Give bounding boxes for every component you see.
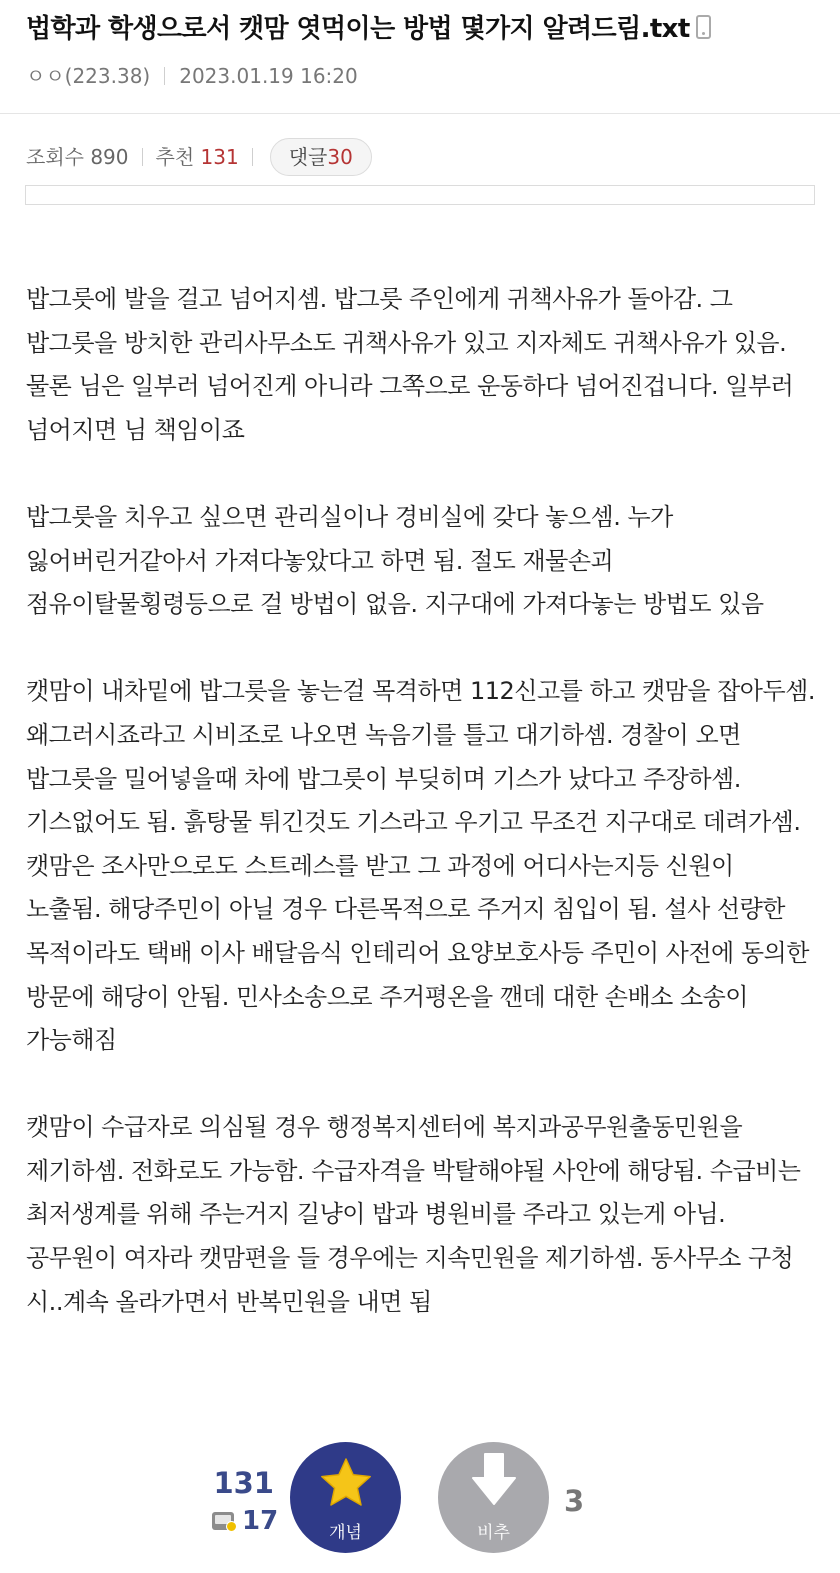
content-divider-box — [25, 185, 815, 205]
views-count: 890 — [90, 145, 129, 169]
post-meta — [26, 60, 358, 92]
upvote-label: 개념 — [329, 1523, 362, 1543]
vote-area — [0, 1440, 840, 1552]
post-stats — [26, 138, 372, 176]
mobile-phone-icon — [696, 15, 711, 39]
post-title-text: 법학과 학생으로서 캣맘 엿먹이는 방법 몇가지 알려드림.txt — [26, 14, 690, 44]
author-name[interactable]: ㅇㅇ(223.38) — [26, 64, 151, 88]
article-paragraph: 캣맘이 내차밑에 밥그릇을 놓는걸 목격하면 112신고를 하고 캣맘을 잡아두셈. 왜그러시죠라고 시비조로 나오면 녹음기를 틀고 대기하셈. 경찰이 오면 밥그릇을 밀어넣을때 차에 밥그릇이 부딪히며 기스가 났다고 주장하셈. 기스없어도 됨. 흙탕물 튀긴것도 기스라고 우기고 무조건 지구대로 데려가셈. 캣맘은 조사만으로도 스트레스를 받고 그 과정에 어디사는지등 신원이 노출됨. 해당주민이 아닐 경우 다른목적으로 주거지 침입이 됨. 설사 선량한 목적이라도 택배 이사 배달음식 인테리어 요양보호사등 주민이 사전에 동의한 방문에 해당이 안됨. 민사소송으로 주거평온을 깬데 대한 손배소 소송이 가능해짐 — [26, 677, 815, 1055]
views-label: 조회수 — [26, 145, 84, 169]
fixed-member-count: 17 — [242, 1506, 279, 1536]
post-datetime: 2023.01.19 16:20 — [179, 64, 358, 88]
downvote-count: 3 — [564, 1484, 585, 1518]
stats-divider — [142, 148, 143, 166]
downvote-button[interactable] — [438, 1442, 549, 1553]
downvote-label: 비추 — [477, 1523, 510, 1543]
fixed-member-icon — [212, 1512, 234, 1530]
recommend-label: 추천 — [155, 145, 195, 169]
meta-divider — [164, 67, 165, 85]
down-arrow-icon — [471, 1452, 517, 1508]
star-icon — [318, 1456, 374, 1512]
comments-label: 댓글 — [288, 145, 328, 169]
upvote-button[interactable] — [290, 1442, 401, 1553]
post-title — [26, 10, 826, 48]
upvote-count: 131 — [213, 1466, 274, 1500]
recommend-count: 131 — [200, 145, 239, 169]
fixed-member-upvotes — [212, 1504, 279, 1538]
article-paragraph: 캣맘이 수급자로 의심될 경우 행정복지센터에 복지과공무원출동민원을 제기하셈. 전화로도 가능함. 수급자격을 박탈해야될 사안에 해당됨. 수급비는 최저생계를 위해 주는거지 길냥이 밥과 병원비를 주라고 있는게 아님. 공무원이 여자라 캣맘편을 들 경우에는 지속민원을 제기하셈. 동사무소 구청 시..계속 올라가면서 반복민원을 내면 됨 — [26, 1113, 801, 1316]
comments-count: 30 — [327, 145, 353, 169]
stats-divider — [252, 148, 253, 166]
comments-button[interactable] — [270, 138, 372, 176]
article-paragraph: 밥그릇을 치우고 싶으면 관리실이나 경비실에 갖다 놓으셈. 누가 잃어버린거같아서 가져다놓았다고 하면 됨. 절도 재물손괴 점유이탈물횡령등으로 걸 방법이 없음. 지구대에 가져다놓는 방법도 있음 — [26, 502, 764, 619]
article-body — [26, 278, 816, 1368]
article-paragraph: 밥그릇에 발을 걸고 넘어지셈. 밥그릇 주인에게 귀책사유가 돌아감. 그 밥그릇을 방치한 관리사무소도 귀책사유가 있고 지자체도 귀책사유가 있음. 물론 님은 일부러 넘어진게 아니라 그쪽으로 운동하다 넘어진겁니다. 일부러 넘어지면 님 책임이죠 — [26, 285, 794, 444]
post-header — [0, 0, 840, 114]
